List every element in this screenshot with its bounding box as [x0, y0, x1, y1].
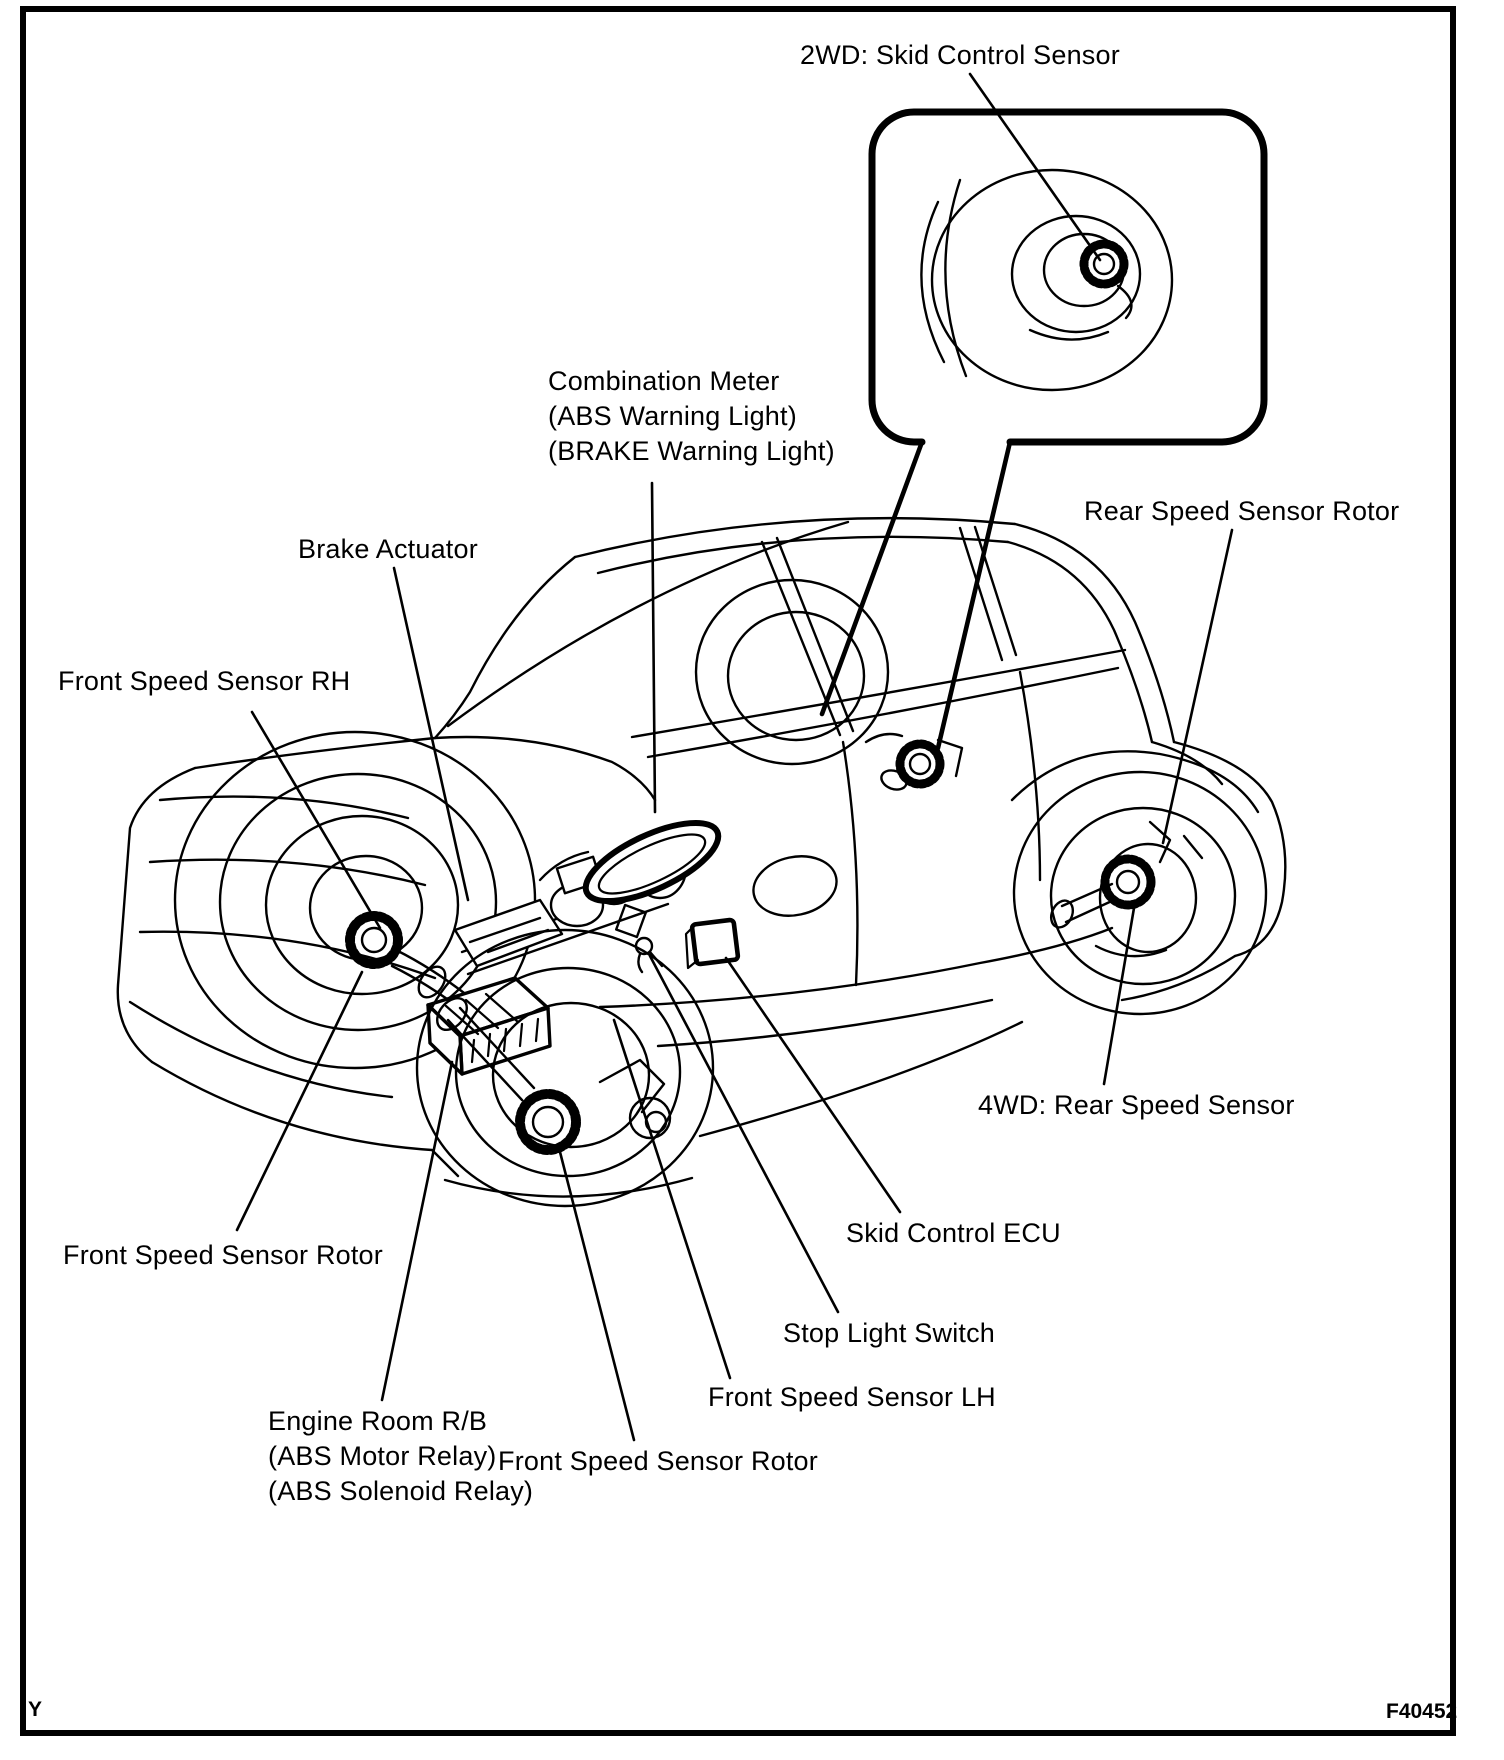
label-engine-room-rb-line3: (ABS Solenoid Relay) — [268, 1476, 534, 1506]
label-4wd-rear-speed-sensor: 4WD: Rear Speed Sensor — [978, 1090, 1295, 1120]
leader-2wd-skid-control-sensor — [970, 74, 1100, 260]
label-front-speed-sensor-lh: Front Speed Sensor LH — [708, 1382, 996, 1412]
front-speed-sensor-rotor-rh — [350, 916, 398, 964]
figure-code: F40452 — [1386, 1700, 1458, 1723]
label-combination-meter — [548, 364, 835, 469]
inset-skid-control-sensor — [1084, 244, 1124, 284]
leader-skid-control-ecu — [726, 958, 900, 1212]
front-speed-sensor-rotor-lh — [520, 1094, 576, 1150]
label-front-speed-sensor-rotor-bottom: Front Speed Sensor Rotor — [498, 1446, 818, 1476]
rear-speed-sensor-rotor-part — [1105, 859, 1151, 905]
leader-front-speed-sensor-rh — [252, 712, 380, 928]
label-2wd-skid-control-sensor: 2WD: Skid Control Sensor — [800, 40, 1120, 70]
leader-front-speed-sensor-rotor-left — [237, 972, 362, 1230]
label-brake-actuator: Brake Actuator — [298, 534, 478, 564]
leader-brake-actuator — [394, 568, 468, 900]
label-engine-room-rb-line1: Engine Room R/B — [268, 1406, 488, 1436]
leader-rear-speed-sensor-rotor — [1163, 530, 1232, 843]
leader-engine-room-rb — [382, 1062, 452, 1400]
leader-stop-light-switch — [650, 956, 838, 1312]
label-engine-room-rb — [268, 1404, 533, 1509]
rear-right-wheel — [1014, 772, 1266, 1014]
label-front-speed-sensor-rh: Front Speed Sensor RH — [58, 666, 351, 696]
leader-combination-meter — [652, 483, 655, 812]
combination-meter — [575, 807, 728, 917]
leader-4wd-rear-speed-sensor — [1104, 908, 1134, 1084]
label-stop-light-switch: Stop Light Switch — [783, 1318, 996, 1348]
page-marker: Y — [28, 1698, 43, 1721]
label-combination-meter-line3: (BRAKE Warning Light) — [548, 436, 835, 466]
label-combination-meter-line1: Combination Meter — [548, 366, 780, 396]
label-skid-control-ecu: Skid Control ECU — [846, 1218, 1061, 1248]
label-rear-speed-sensor-rotor: Rear Speed Sensor Rotor — [1084, 496, 1400, 526]
inset-callout — [822, 112, 1264, 748]
skid-control-ecu-box — [686, 920, 738, 968]
inset-border — [872, 112, 1264, 442]
inset-wheel — [921, 170, 1172, 390]
label-combination-meter-line2: (ABS Warning Light) — [548, 401, 797, 431]
engine-room-relay-box — [428, 978, 550, 1074]
label-engine-room-rb-line2: (ABS Motor Relay) — [268, 1441, 497, 1471]
label-front-speed-sensor-rotor-left: Front Speed Sensor Rotor — [63, 1240, 383, 1270]
